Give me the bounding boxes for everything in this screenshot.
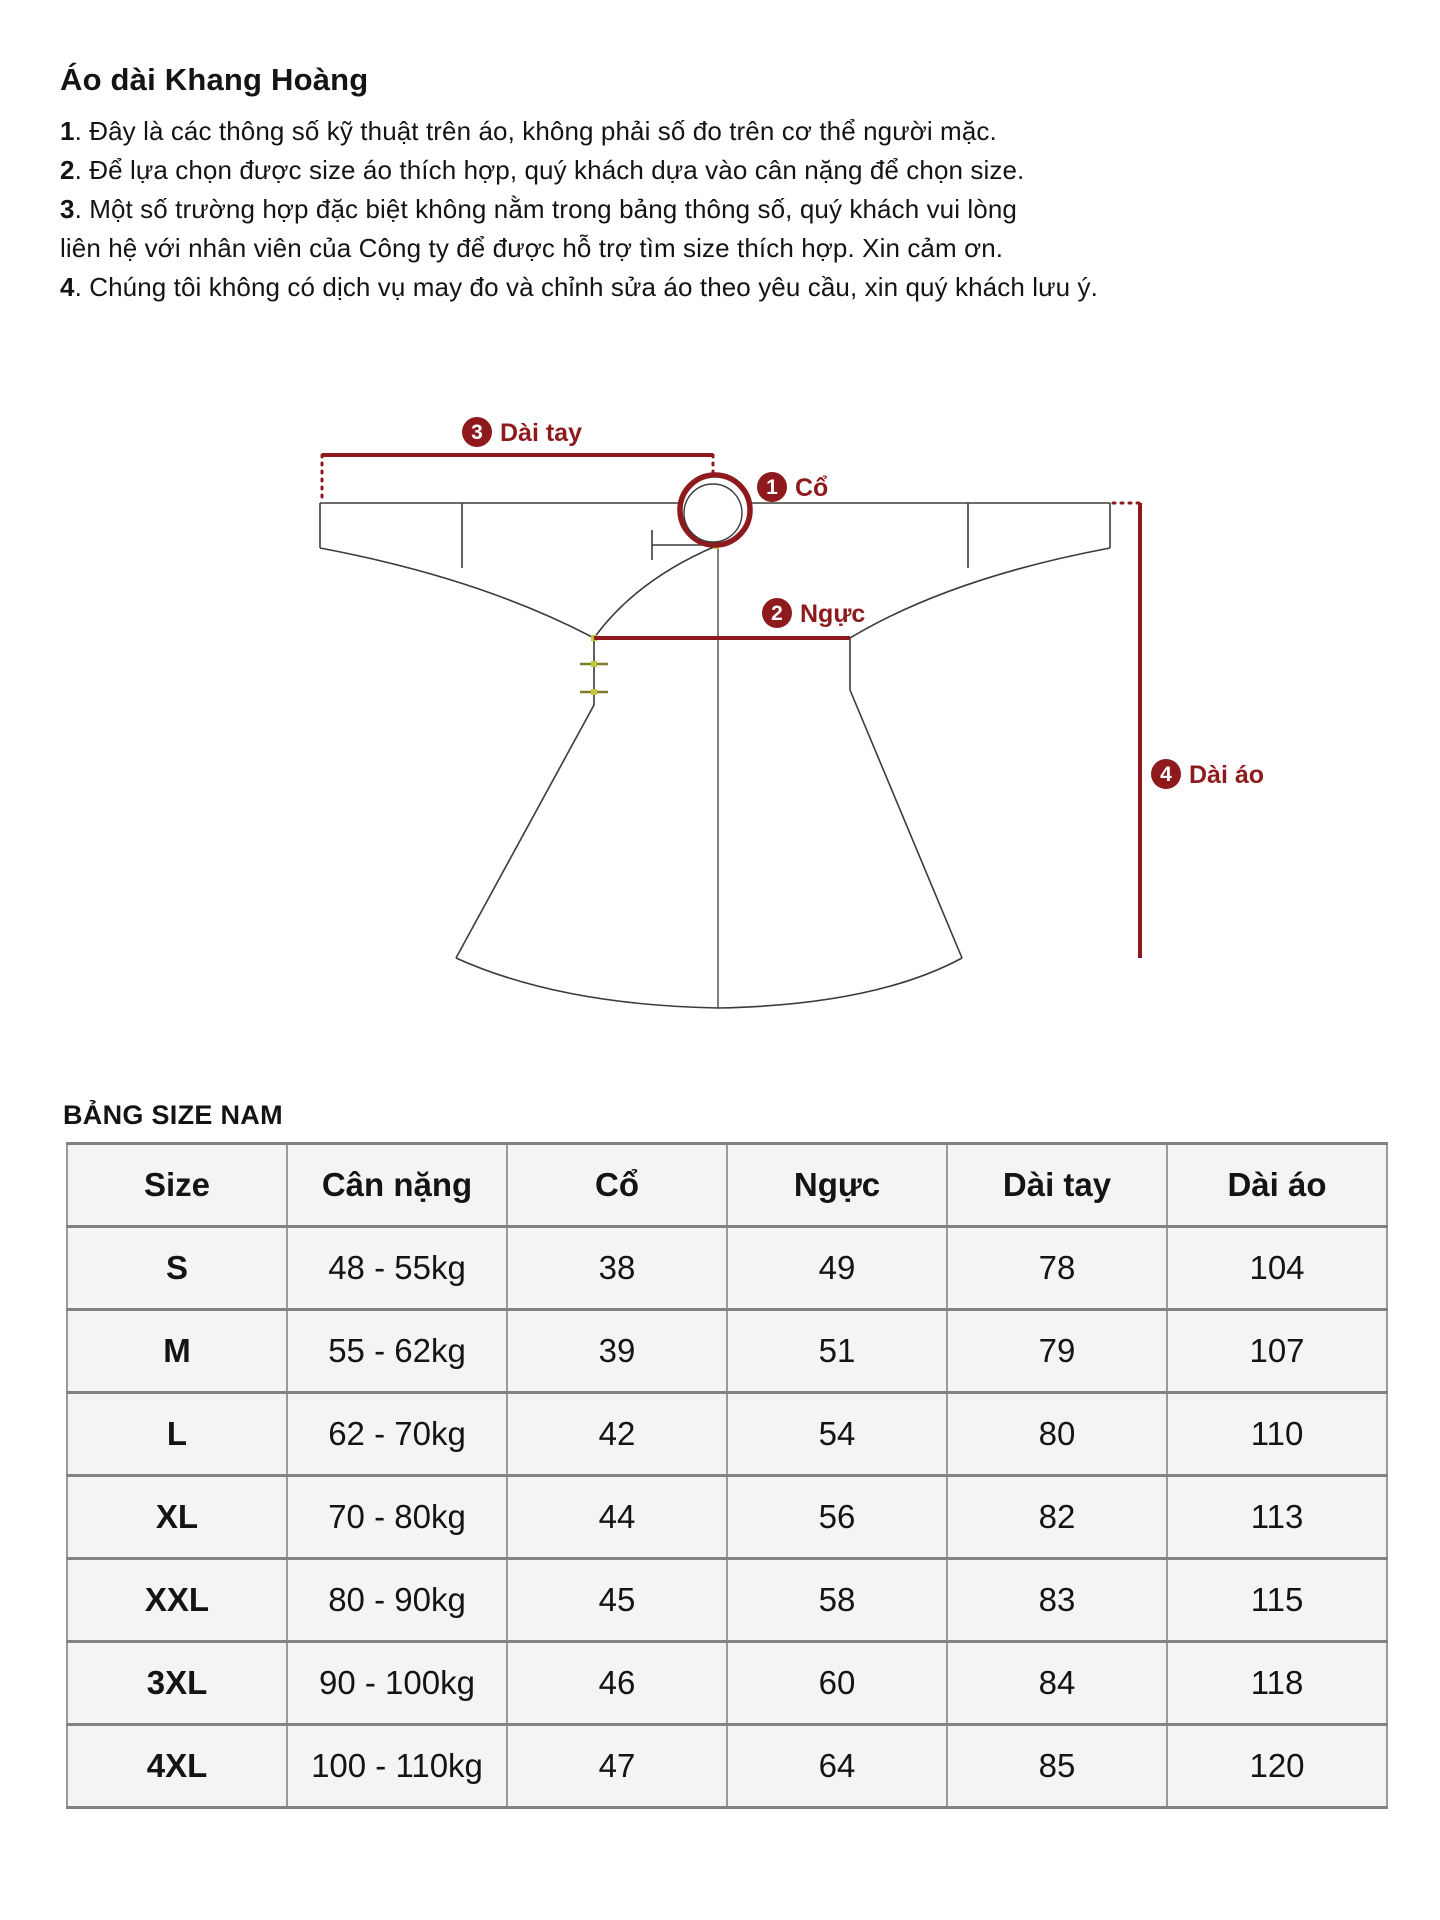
cell-co: 42 bbox=[507, 1393, 727, 1476]
cell-weight: 80 - 90kg bbox=[287, 1559, 507, 1642]
cell-weight: 62 - 70kg bbox=[287, 1393, 507, 1476]
cell-size: 3XL bbox=[67, 1642, 287, 1725]
label-co: Cổ bbox=[795, 474, 829, 502]
note-number: 4 bbox=[60, 272, 75, 302]
cell-nguc: 64 bbox=[727, 1725, 947, 1808]
badge-4-number: 4 bbox=[1160, 763, 1172, 786]
cell-weight: 55 - 62kg bbox=[287, 1310, 507, 1393]
table-row-3xl bbox=[67, 1642, 1387, 1725]
table-row-4xl bbox=[67, 1725, 1387, 1808]
cell-dai-tay: 83 bbox=[947, 1559, 1167, 1642]
cell-size: L bbox=[67, 1393, 287, 1476]
column-header-weight: Cân nặng bbox=[287, 1144, 507, 1227]
cell-dai-tay: 85 bbox=[947, 1725, 1167, 1808]
table-row-m bbox=[67, 1310, 1387, 1393]
cell-nguc: 49 bbox=[727, 1227, 947, 1310]
button-markers bbox=[580, 543, 719, 695]
note-line bbox=[60, 151, 1098, 190]
column-header-dai-ao: Dài áo bbox=[1167, 1144, 1387, 1227]
cell-size: XL bbox=[67, 1476, 287, 1559]
column-header-dai-tay: Dài tay bbox=[947, 1144, 1167, 1227]
cell-dai-tay: 82 bbox=[947, 1476, 1167, 1559]
size-table bbox=[66, 1142, 1388, 1809]
measurement-dai-ao bbox=[1113, 503, 1264, 958]
cell-dai-ao: 107 bbox=[1167, 1310, 1387, 1393]
cell-size: XXL bbox=[67, 1559, 287, 1642]
cell-nguc: 54 bbox=[727, 1393, 947, 1476]
garment-measurement-diagram bbox=[0, 360, 1440, 1060]
cell-dai-ao: 113 bbox=[1167, 1476, 1387, 1559]
note-line bbox=[60, 190, 1098, 229]
badge-3-number: 3 bbox=[471, 421, 483, 444]
label-dai-tay: Dài tay bbox=[500, 419, 582, 447]
cell-co: 45 bbox=[507, 1559, 727, 1642]
cell-co: 46 bbox=[507, 1642, 727, 1725]
table-row-xxl bbox=[67, 1559, 1387, 1642]
cell-dai-tay: 84 bbox=[947, 1642, 1167, 1725]
cell-nguc: 60 bbox=[727, 1642, 947, 1725]
cell-dai-tay: 78 bbox=[947, 1227, 1167, 1310]
badge-2-number: 2 bbox=[771, 602, 783, 625]
label-nguc: Ngực bbox=[800, 600, 866, 628]
column-header-co: Cổ bbox=[507, 1144, 727, 1227]
note-text: . Một số trường hợp đặc biệt không nằm trong bảng thông số, quý khách vui lòng bbox=[74, 194, 1017, 224]
size-table-header-row bbox=[67, 1144, 1387, 1227]
cell-dai-tay: 79 bbox=[947, 1310, 1167, 1393]
cell-nguc: 58 bbox=[727, 1559, 947, 1642]
cell-dai-ao: 120 bbox=[1167, 1725, 1387, 1808]
cell-co: 39 bbox=[507, 1310, 727, 1393]
cell-nguc: 56 bbox=[727, 1476, 947, 1559]
note-number: 2 bbox=[60, 155, 75, 185]
note-text: liên hệ với nhân viên của Công ty để được hỗ trợ tìm size thích hợp. Xin cảm ơn. bbox=[60, 233, 1004, 263]
size-table-heading: BẢNG SIZE NAM bbox=[63, 1100, 283, 1130]
cell-nguc: 51 bbox=[727, 1310, 947, 1393]
measurement-nguc bbox=[594, 598, 865, 638]
note-text: . Đây là các thông số kỹ thuật trên áo, không phải số đo trên cơ thể người mặc. bbox=[74, 116, 997, 146]
column-header-size: Size bbox=[67, 1144, 287, 1227]
cell-dai-ao: 115 bbox=[1167, 1559, 1387, 1642]
badge-1-number: 1 bbox=[766, 476, 778, 499]
table-row-xl bbox=[67, 1476, 1387, 1559]
column-header-nguc: Ngực bbox=[727, 1144, 947, 1227]
cell-size: S bbox=[67, 1227, 287, 1310]
cell-size: M bbox=[67, 1310, 287, 1393]
note-line bbox=[60, 268, 1098, 307]
cell-weight: 70 - 80kg bbox=[287, 1476, 507, 1559]
garment-outline bbox=[320, 503, 1110, 1008]
cell-co: 38 bbox=[507, 1227, 727, 1310]
table-row-l bbox=[67, 1393, 1387, 1476]
cell-size: 4XL bbox=[67, 1725, 287, 1808]
note-text: . Để lựa chọn được size áo thích hợp, quý khách dựa vào cân nặng để chọn size. bbox=[74, 155, 1025, 185]
cell-dai-ao: 110 bbox=[1167, 1393, 1387, 1476]
cell-dai-tay: 80 bbox=[947, 1393, 1167, 1476]
cell-weight: 90 - 100kg bbox=[287, 1642, 507, 1725]
note-number: 1 bbox=[60, 116, 75, 146]
label-dai-ao: Dài áo bbox=[1189, 761, 1265, 789]
note-text: . Chúng tôi không có dịch vụ may đo và chỉnh sửa áo theo yêu cầu, xin quý khách lưu ý. bbox=[74, 272, 1098, 302]
table-row-s bbox=[67, 1227, 1387, 1310]
cell-dai-ao: 118 bbox=[1167, 1642, 1387, 1725]
page-title: Áo dài Khang Hoàng bbox=[60, 62, 369, 97]
note-number: 3 bbox=[60, 194, 75, 224]
notes-block bbox=[60, 112, 1098, 307]
neck-circle bbox=[680, 475, 750, 545]
cell-weight: 48 - 55kg bbox=[287, 1227, 507, 1310]
cell-dai-ao: 104 bbox=[1167, 1227, 1387, 1310]
measurement-dai-tay bbox=[322, 417, 713, 503]
note-line bbox=[60, 229, 1098, 268]
measurement-co bbox=[680, 472, 828, 545]
cell-co: 44 bbox=[507, 1476, 727, 1559]
note-line bbox=[60, 112, 1098, 151]
cell-co: 47 bbox=[507, 1725, 727, 1808]
cell-weight: 100 - 110kg bbox=[287, 1725, 507, 1808]
